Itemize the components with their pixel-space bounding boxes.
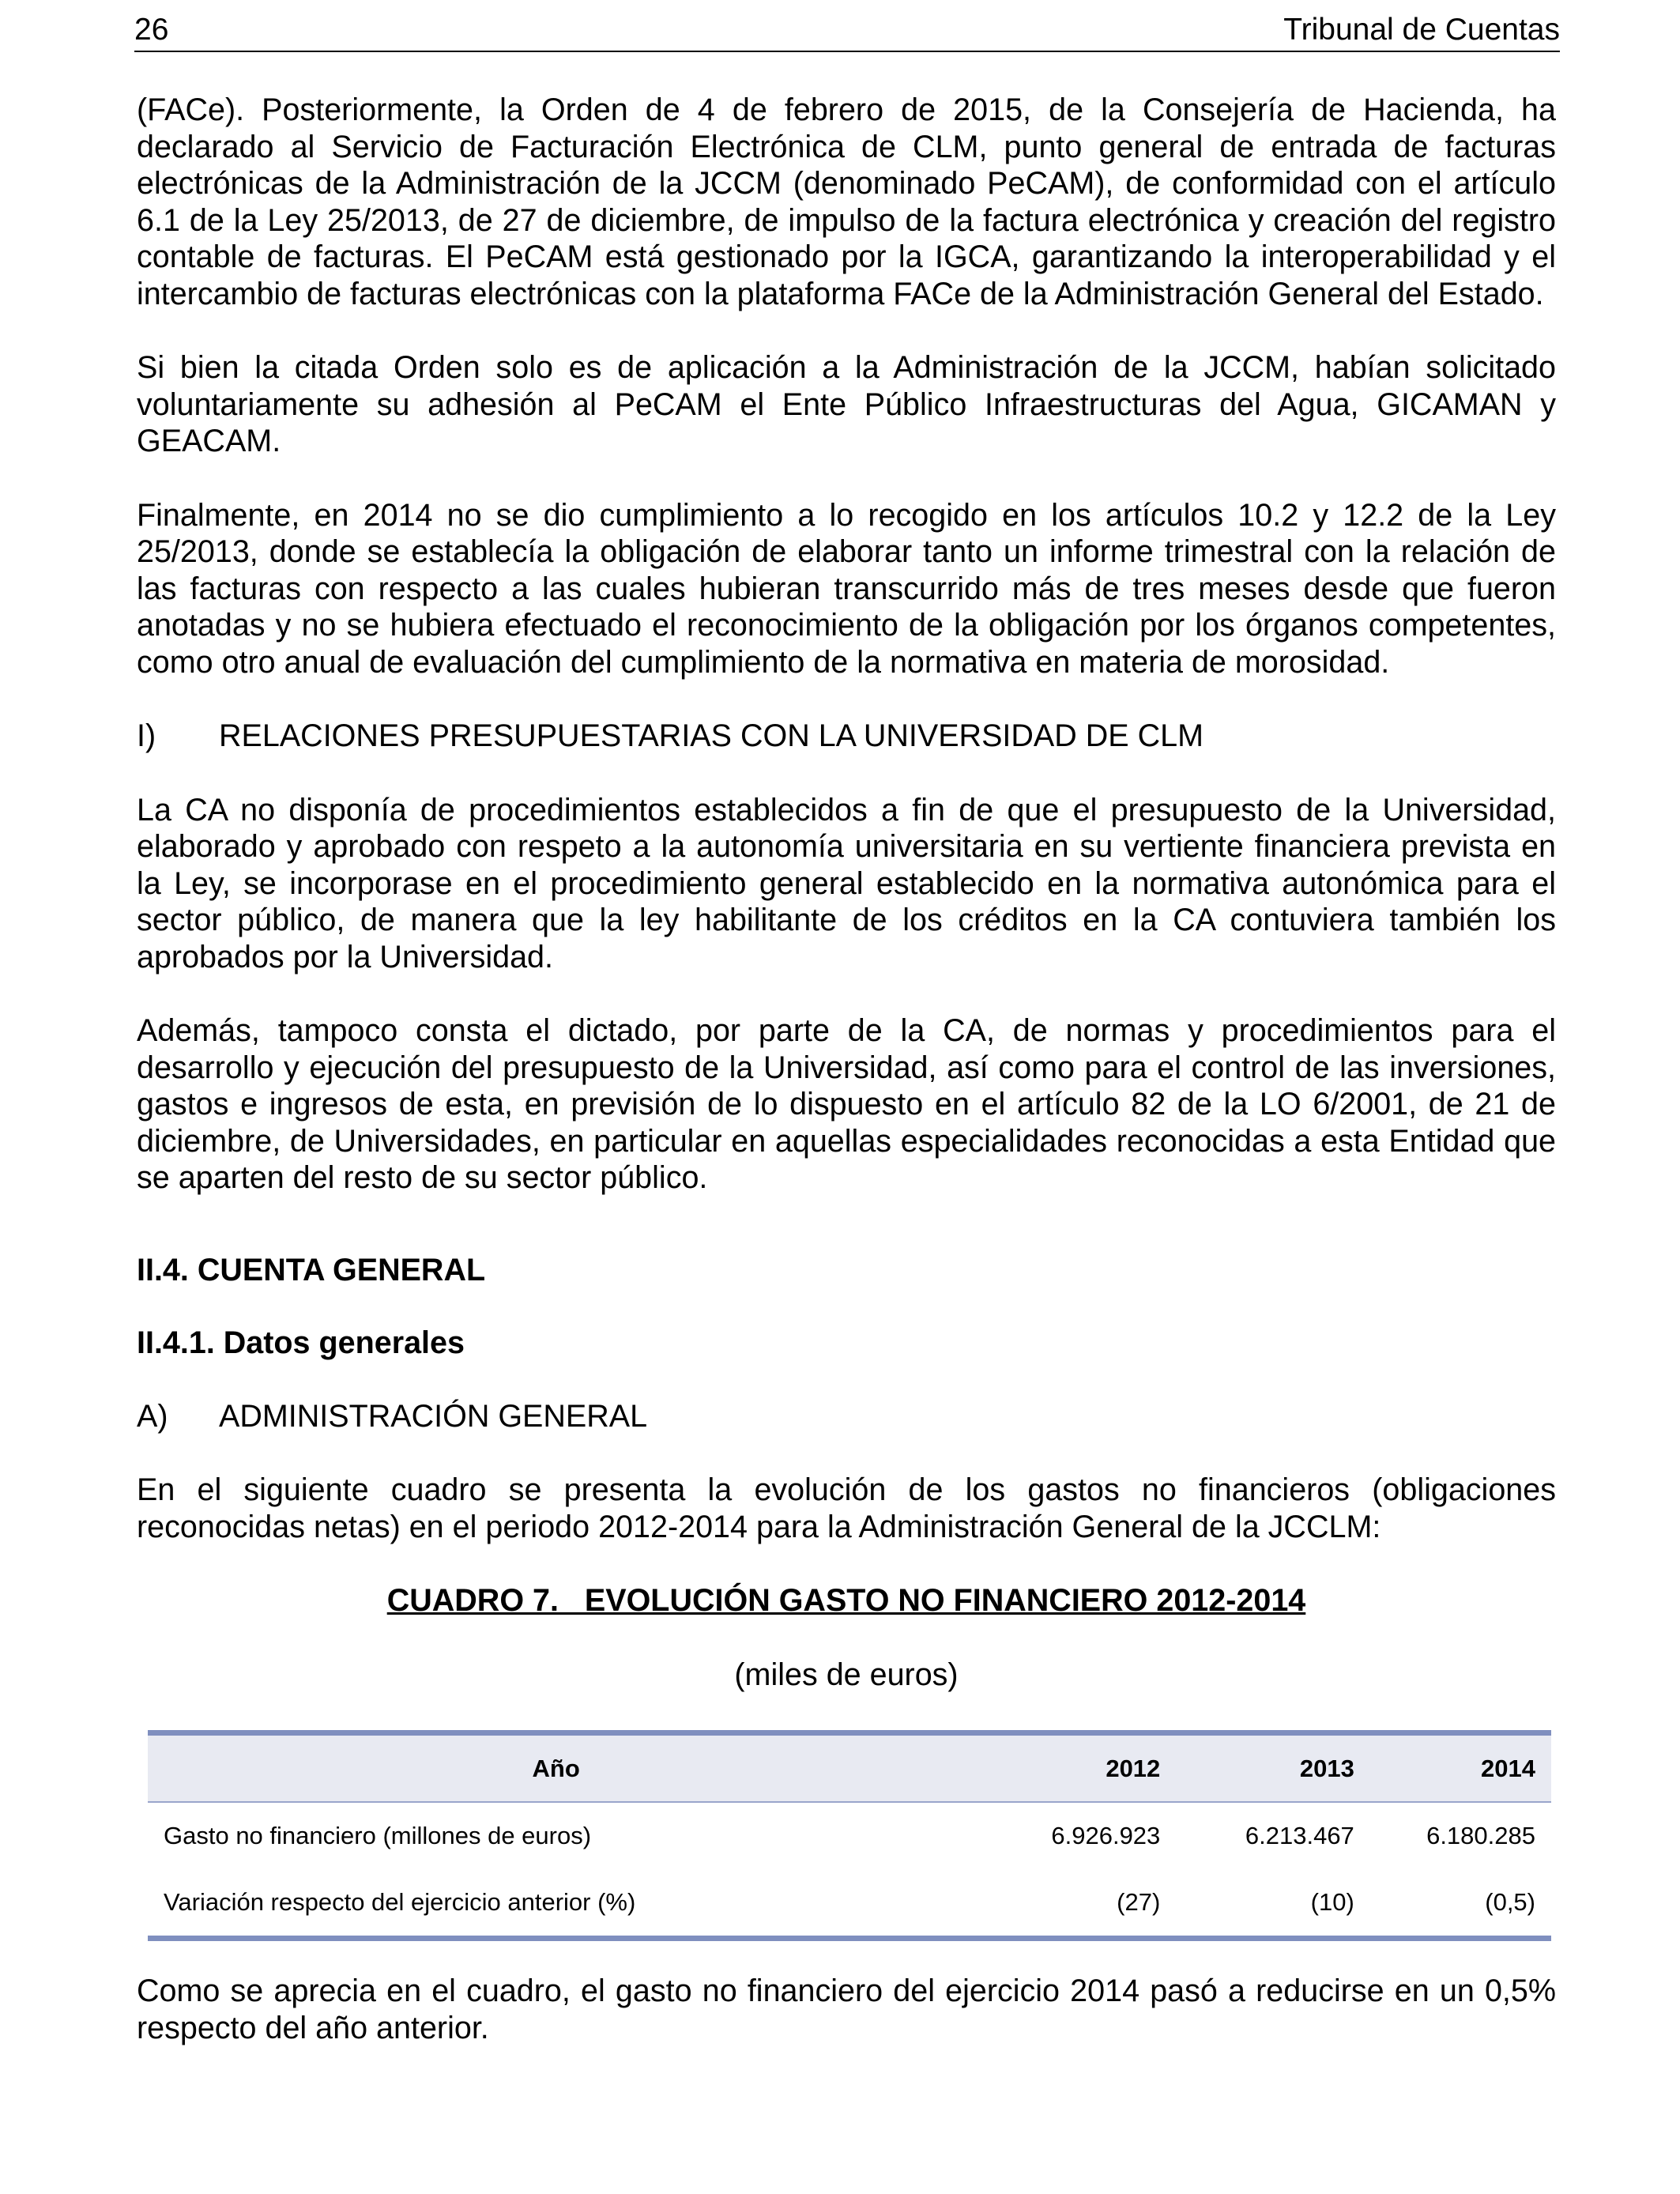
- page-body: [137, 92, 1556, 2046]
- cell-value: (10): [1176, 1869, 1370, 1939]
- paragraph-presupuesto-universidad: La CA no disponía de procedimientos establecidos a fin de que el presupuesto de la Universidad, elaborado y aprobado con respeto a la autonomía universitaria en su vertiente financiera prevista en la Ley, se incorporase en el procedimiento general establecido en la normativa autonómica para el sector público, de manera que la ley habilitante de los créditos en la CA contuviera también los aprobados por la Universidad.: [137, 792, 1556, 974]
- row-label: Gasto no financiero (millones de euros): [148, 1802, 964, 1869]
- table-header-row: [148, 1733, 1551, 1803]
- heading-datos-generales: II.4.1. Datos generales: [137, 1325, 465, 1360]
- paragraph-intro-cuadro: En el siguiente cuadro se presenta la evolución de los gastos no financieros (obligaciones reconocidas netas) en el periodo 2012-2014 para la Administración General de la JCCLM:: [137, 1472, 1556, 1544]
- section-heading-administracion: [137, 1398, 1556, 1435]
- section-letter: A): [137, 1398, 168, 1434]
- table-subtitle: (miles de euros): [734, 1657, 959, 1692]
- cell-value: 6.213.467: [1176, 1802, 1370, 1869]
- table-row: [148, 1869, 1551, 1939]
- table-title: CUADRO 7. EVOLUCIÓN GASTO NO FINANCIERO 2012-2014: [386, 1583, 1306, 1618]
- header-cell-year-label: Año: [532, 1754, 580, 1782]
- paragraph-adhesion: Si bien la citada Orden solo es de aplicación a la Administración de la JCCM, habían solicitado voluntariamente su adhesión al PeCAM el Ente Público Infraestructuras del Agua, GICAMAN y GEACAM.: [137, 350, 1556, 458]
- header-cell-2012: 2012: [1106, 1754, 1161, 1782]
- paragraph-morosidad: Finalmente, en 2014 no se dio cumplimiento a lo recogido en los artículos 10.2 y 12.2 de la Ley 25/2013, donde se establecía la obligación de elaborar tanto un informe trimestral con la relación de las facturas con respecto a las cuales hubieran transcurrido más de tres meses desde que fueron anotadas y no se hubiera efectuado el reconocimiento de la obligación por los órganos competentes, como otro anual de evaluación del cumplimiento de la normativa en materia de morosidad.: [137, 497, 1556, 680]
- section-letter: I): [137, 718, 156, 753]
- cell-value: 6.180.285: [1370, 1802, 1551, 1869]
- header-cell-2014: 2014: [1481, 1754, 1535, 1782]
- paragraph-face: (FACe). Posteriormente, la Orden de 4 de febrero de 2015, de la Consejería de Hacienda, ha declarado al Servicio de Facturación Electrónica de CLM, punto general de entrada de facturas electrónicas de la Administración de la JCCM (denominado PeCAM), de conformidad con el artículo 6.1 de la Ley 25/2013, de 27 de diciembre, de impulso de la factura electrónica y creación del registro contable de facturas. El PeCAM está gestionado por la IGCA, garantizando la interoperabilidad y el intercambio de facturas electrónicas con la plataforma FACe de la Administración General del Estado.: [137, 92, 1556, 311]
- paragraph-normas-universidad: Además, tampoco consta el dictado, por parte de la CA, de normas y procedimientos para el desarrollo y ejecución del presupuesto de la Universidad, así como para el control de las inversiones, gastos e ingresos de esta, en previsión de lo dispuesto en el artículo 82 de la LO 6/2001, de 21 de diciembre, de Universidades, en particular en aquellas especialidades reconocidas a esta Entidad que se aparten del resto de su sector público.: [137, 1013, 1556, 1195]
- gasto-table: [148, 1730, 1551, 1941]
- heading-cuenta-general: II.4. CUENTA GENERAL: [137, 1252, 486, 1287]
- section-heading-universidad: [137, 718, 1556, 755]
- page-header: [134, 9, 1560, 52]
- running-title: Tribunal de Cuentas: [1283, 13, 1560, 47]
- table-container: [148, 1730, 1551, 1941]
- cell-value: 6.926.923: [964, 1802, 1176, 1869]
- row-label: Variación respecto del ejercicio anterior (%): [148, 1869, 964, 1939]
- section-title: RELACIONES PRESUPUESTARIAS CON LA UNIVERSIDAD DE CLM: [219, 718, 1204, 753]
- cell-value: (27): [964, 1869, 1176, 1939]
- header-cell-2013: 2013: [1299, 1754, 1354, 1782]
- section-title: ADMINISTRACIÓN GENERAL: [219, 1398, 648, 1434]
- table-row: [148, 1802, 1551, 1869]
- paragraph-conclusion: Como se aprecia en el cuadro, el gasto no financiero del ejercicio 2014 pasó a reducirse en un 0,5% respecto del año anterior.: [137, 1973, 1556, 2045]
- cell-value: (0,5): [1370, 1869, 1551, 1939]
- page-number: 26: [134, 13, 169, 47]
